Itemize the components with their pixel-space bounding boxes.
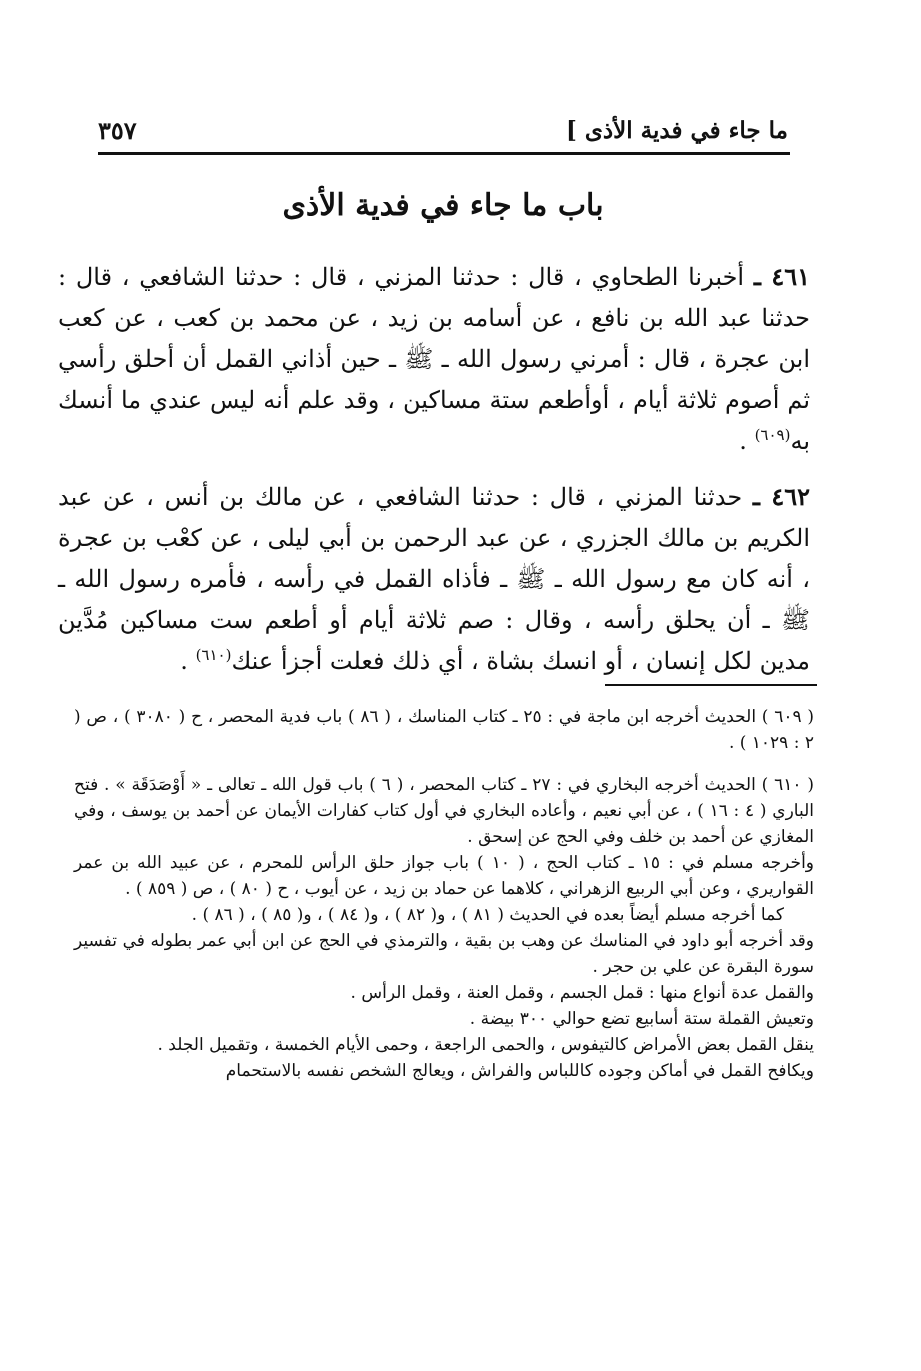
chapter-title: باب ما جاء في فدية الأذى <box>282 188 604 223</box>
hadith-462 <box>58 476 810 682</box>
hadith-end: . <box>739 427 755 455</box>
hadith-text: حدثنا المزني ، قال : حدثنا الشافعي ، عن مالك بن أنس ، عن عبد الكريم بن مالك الجزري ، عن عبد الرحمن بن أبي ليلى ، عن كعْب بن عجرة ، أنه كان مع رسول الله ـ ﷺ ـ فأذاه القمل في رأسه ، فأمره رسول الله ـ ﷺ ـ أن يحلق رأسه ، وقال : صم ثلاثة أيام أو أطعم ست مساكين مُدَّين مدين لكل إنسان ، أو انسك بشاة ، أي ذلك فعلت أجزأ عنك <box>58 483 811 675</box>
footnote-paragraph: وقد أخرجه أبو داود في المناسك عن وهب بن بقية ، والترمذي في الحج عن ابن أبي عمر بطوله في تفسير سورة البقرة عن علي بن حجر . <box>74 931 814 977</box>
hadith-461 <box>58 256 810 462</box>
footnote-paragraph: ينقل القمل بعض الأمراض كالتيفوس ، والحمى الراجعة ، وحمى الأيام الخمسة ، وتقميل الجلد . <box>157 1035 814 1055</box>
hadith-end: . <box>180 647 196 675</box>
footnote-paragraph: وأخرجه مسلم في : ١٥ ـ كتاب الحج ، ( ١٠ ) باب جواز حلق الرأس للمحرم ، عن عبيد الله بن عمر القواريري ، وعن أبي الربيع الزهراني ، كلاهما عن حماد بن زيد ، عن أيوب ، ح ( ٨٠ ) ، ص ( ٨٥٩ ) . <box>74 853 814 899</box>
running-title: ما جاء في فدية الأذى ] <box>565 116 788 144</box>
footnote-paragraph: ( ٦٠٩ ) الحديث أخرجه ابن ماجة في : ٢٥ ـ كتاب المناسك ، ( ٨٦ ) باب فدية المحصر ، ح ( ٣٠٨٠ ) ، ص ( ٢ : ١٠٢٩ ) . <box>74 707 815 753</box>
footnote-609 <box>74 704 814 756</box>
page-number: ٣٥٧ <box>98 115 137 145</box>
footnote-paragraph: كما أخرجه مسلم أيضاً بعده في الحديث ( ٨١ ) ، و( ٨٢ ) ، و( ٨٤ ) ، و( ٨٥ ) ، ( ٨٦ ) . <box>191 905 784 925</box>
footnote-paragraph: ( ٦١٠ ) الحديث أخرجه البخاري في : ٢٧ ـ كتاب المحصر ، ( ٦ ) باب قول الله ـ تعالى ـ « أَوْصَدَقَة » . فتح الباري ( ٤ : ١٦ ) ، عن أبي نعيم ، وأعاده البخاري في أول كتاب كفارات الأيمان عن أحمد بن يوسف ، وفي المغازي عن أحمد بن خلف وفي الحج عن إسحق . <box>74 775 814 847</box>
footnote-paragraph: وتعيش القملة ستة أسابيع تضع حوالي ٣٠٠ بيضة . <box>469 1009 814 1029</box>
footnote-610 <box>74 772 814 1084</box>
main-text <box>58 256 810 696</box>
hadith-number: ٤٦٢ ـ <box>752 482 810 511</box>
footnotes <box>74 704 814 1100</box>
hadith-text: أخبرنا الطحاوي ، قال : حدثنا المزني ، قال : حدثنا الشافعي ، قال : حدثنا عبد الله بن نافع ، عن أسامه بن زيد ، عن محمد بن كعب ، عن كعب ابن عجرة ، قال : أمرني رسول الله ـ ﷺ ـ حين أذاني القمل أن أحلق رأسي ثم أصوم ثلاثة أيام ، أوأطعم ستة مساكين ، وقد علم أنه ليس عندي ما أنسك به <box>58 263 811 455</box>
footnote-ref: (٦٠٩) <box>754 426 791 444</box>
footnote-ref: (٦١٠) <box>195 646 232 664</box>
hadith-number: ٤٦١ ـ <box>753 262 810 291</box>
footnote-paragraph: ويكافح القمل في أماكن وجوده كاللباس والفراش ، ويعالج الشخص نفسه بالاستحمام <box>225 1061 814 1081</box>
page-header <box>98 110 788 150</box>
footnote-separator <box>605 684 817 686</box>
footnote-paragraph: والقمل عدة أنواع منها : قمل الجسم ، وقمل العنة ، وقمل الرأس . <box>350 983 814 1003</box>
header-rule <box>98 152 790 155</box>
